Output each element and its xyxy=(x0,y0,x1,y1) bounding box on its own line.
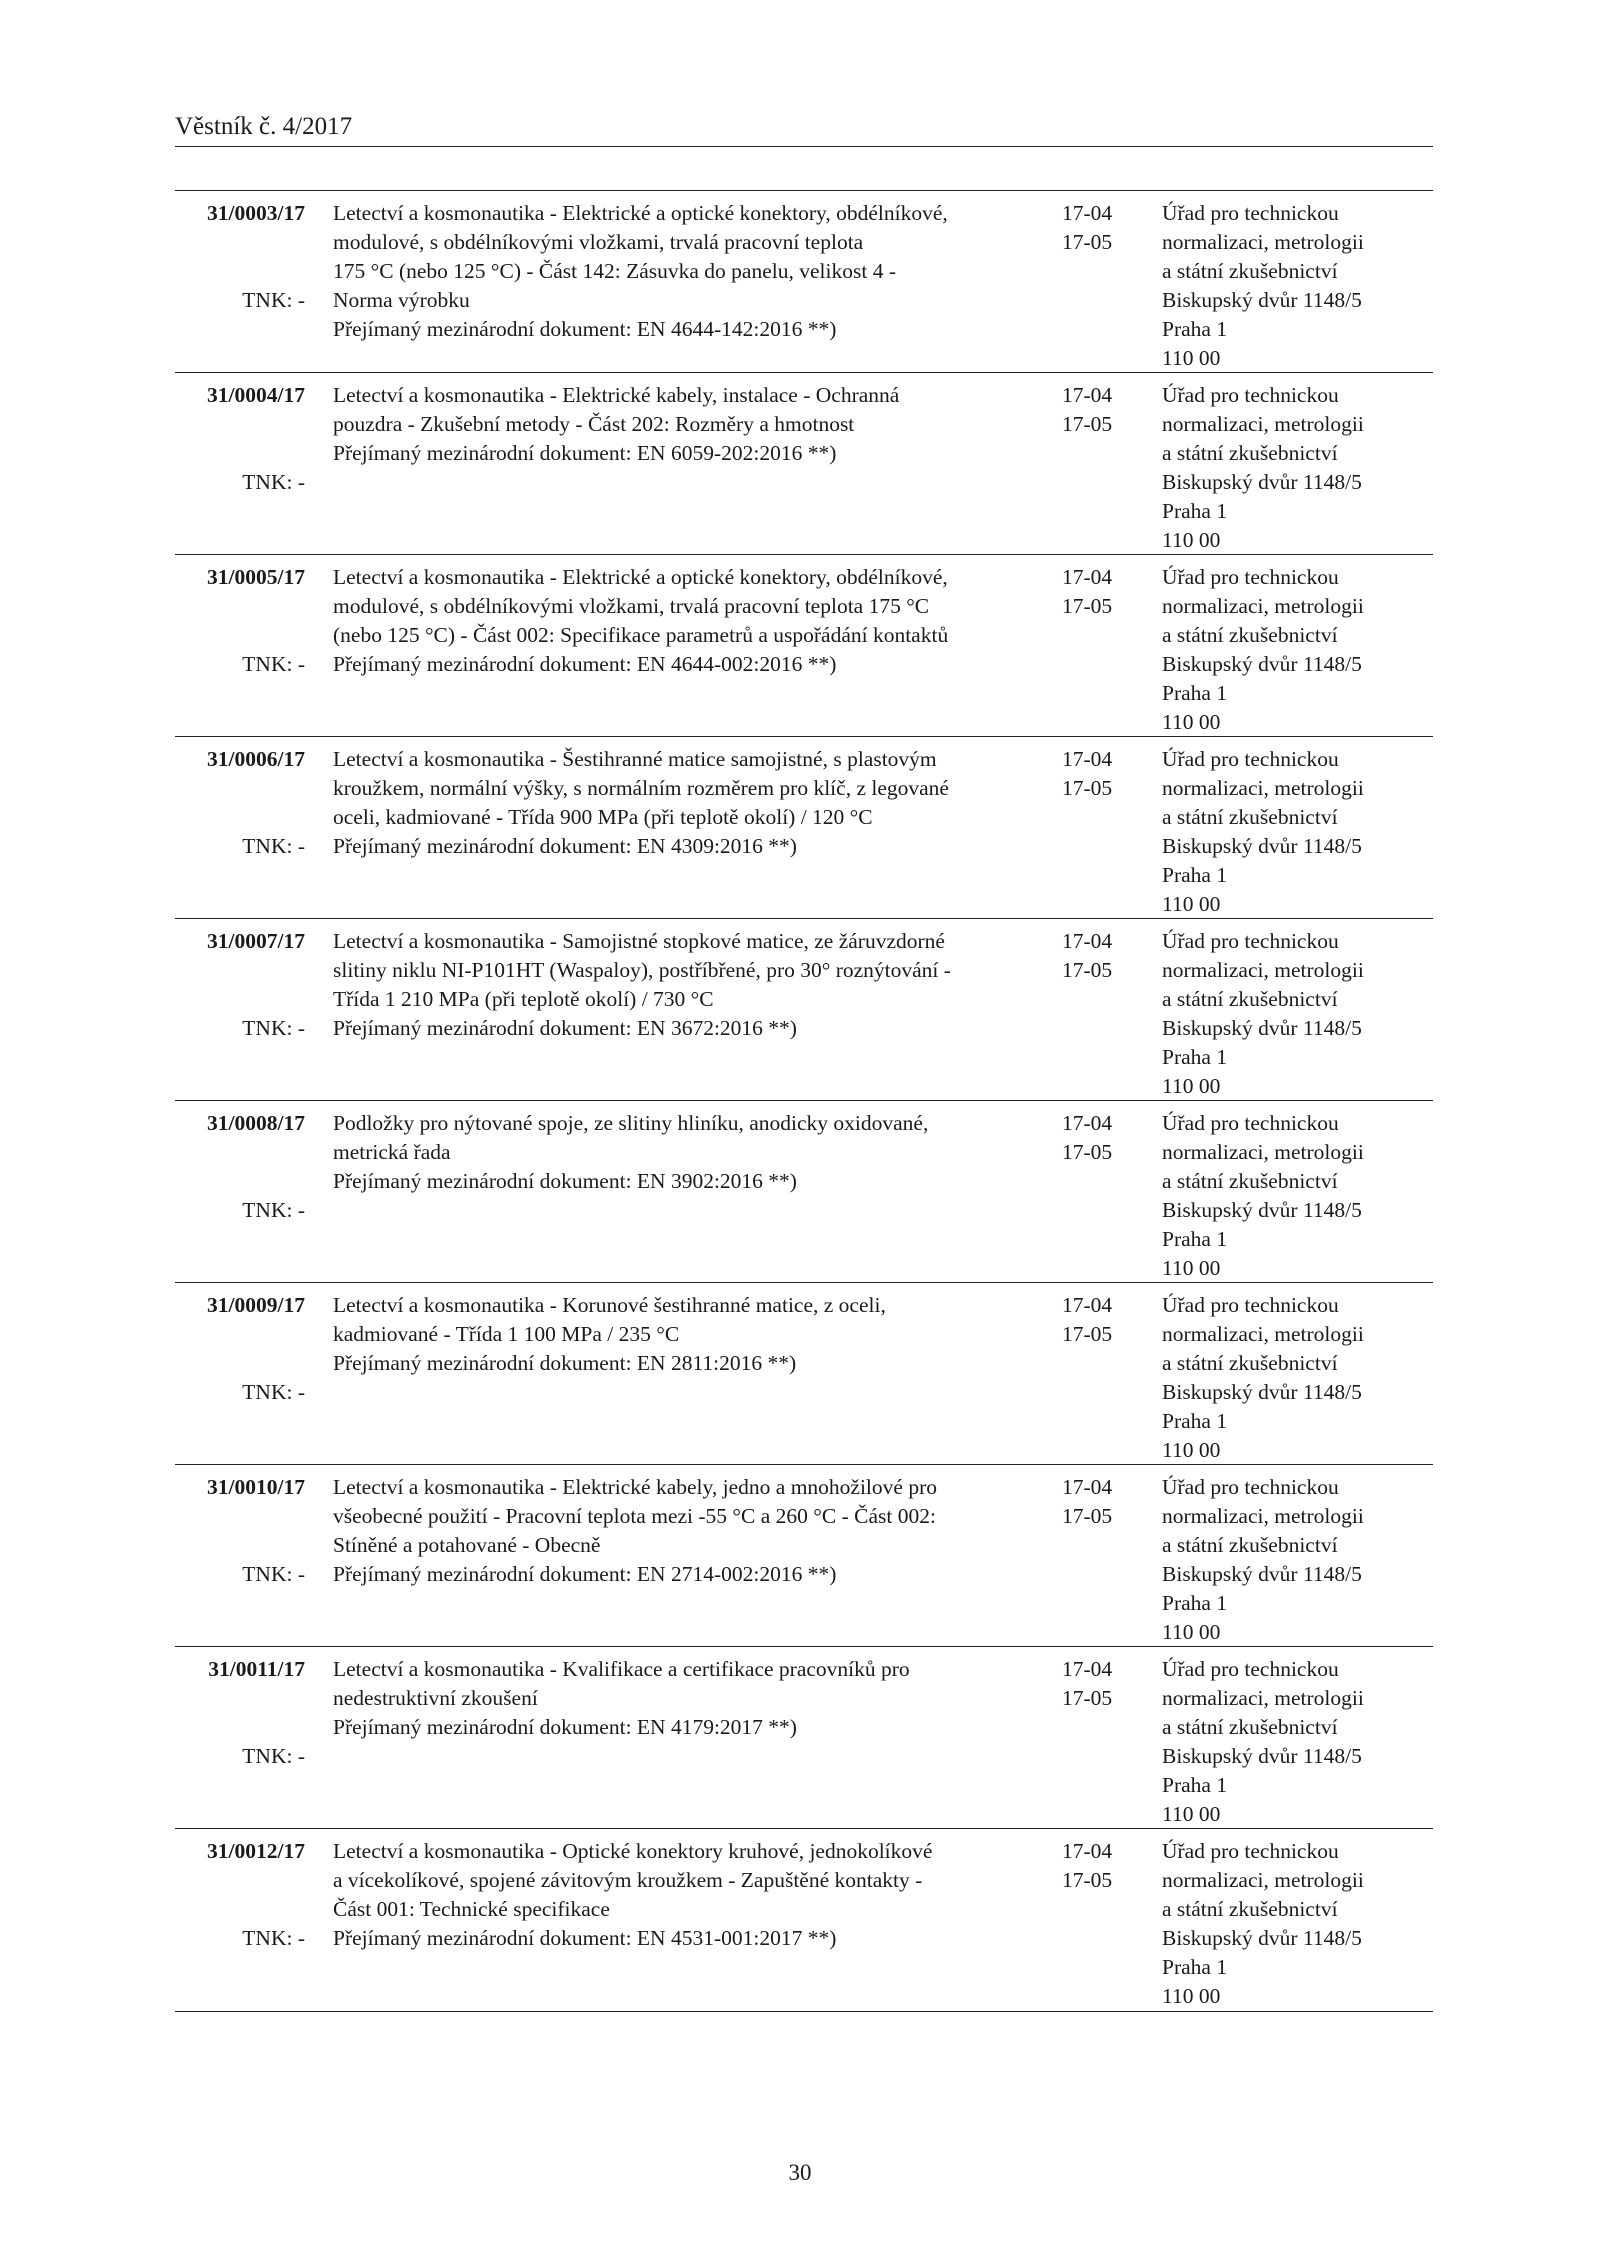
entry-code: 17-04 xyxy=(1062,565,1113,589)
entry-code: 17-04 xyxy=(1062,929,1113,953)
entry-office-address xyxy=(1162,1291,1432,1465)
office-address-line: 110 00 xyxy=(1162,892,1221,916)
entry-title-line: Přejímaný mezinárodní dokument: EN 4531-001:2017 **) xyxy=(333,1926,837,1950)
office-address-line: normalizaci, metrologii xyxy=(1162,1504,1364,1528)
office-address-line: a státní zkušebnictví xyxy=(1162,259,1338,283)
table-row xyxy=(175,1101,1433,1283)
office-address-line: a státní zkušebnictví xyxy=(1162,987,1338,1011)
entry-code: 17-04 xyxy=(1062,1475,1113,1499)
entry-title-line: slitiny niklu NI-P101HT (Waspaloy), postříbřené, pro 30° roznýtování - xyxy=(333,958,951,982)
office-address-line: 110 00 xyxy=(1162,1984,1221,2008)
office-address-line: normalizaci, metrologii xyxy=(1162,1686,1364,1710)
entry-id-column xyxy=(175,1109,305,1225)
table-row xyxy=(175,1465,1433,1647)
entry-number: 31/0006/17 xyxy=(207,747,305,771)
entry-title-line: (nebo 125 °C) - Část 002: Specifikace parametrů a uspořádání kontaktů xyxy=(333,623,949,647)
office-address-line: Praha 1 xyxy=(1162,1045,1228,1069)
office-address-line: a státní zkušebnictví xyxy=(1162,623,1338,647)
entry-title-line: 175 °C (nebo 125 °C) - Část 142: Zásuvka do panelu, velikost 4 - xyxy=(333,259,896,283)
office-address-line: Praha 1 xyxy=(1162,499,1228,523)
office-address-line: 110 00 xyxy=(1162,346,1221,370)
entry-number: 31/0005/17 xyxy=(207,565,305,589)
entry-tnk: TNK: - xyxy=(242,652,305,676)
entry-title-line: Přejímaný mezinárodní dokument: EN 3902:2016 **) xyxy=(333,1169,797,1193)
entry-id-column xyxy=(175,563,305,679)
entry-id-column xyxy=(175,381,305,497)
office-address-line: a státní zkušebnictví xyxy=(1162,1169,1338,1193)
office-address-line: 110 00 xyxy=(1162,528,1221,552)
office-address-line: Biskupský dvůr 1148/5 xyxy=(1162,1016,1362,1040)
entry-office-address xyxy=(1162,1837,1432,2011)
entry-id-column xyxy=(175,1291,305,1407)
entry-title-line: modulové, s obdélníkovými vložkami, trvalá pracovní teplota 175 °C xyxy=(333,594,930,618)
entry-title-line: modulové, s obdélníkovými vložkami, trvalá pracovní teplota xyxy=(333,230,864,254)
entry-title-line: Letectví a kosmonautika - Elektrické a optické konektory, obdélníkové, xyxy=(333,565,948,589)
entry-id-column xyxy=(175,199,305,315)
entry-number: 31/0004/17 xyxy=(207,383,305,407)
office-address-line: Úřad pro technickou xyxy=(1162,1839,1339,1863)
entry-code: 17-04 xyxy=(1062,1111,1113,1135)
office-address-line: Úřad pro technickou xyxy=(1162,383,1339,407)
table-row xyxy=(175,191,1433,373)
office-address-line: Biskupský dvůr 1148/5 xyxy=(1162,652,1362,676)
entry-title-line: kadmiované - Třída 1 100 MPa / 235 °C xyxy=(333,1322,680,1346)
entry-codes xyxy=(1062,1837,1142,1895)
table-row xyxy=(175,1829,1433,2011)
office-address-line: normalizaci, metrologii xyxy=(1162,776,1364,800)
entry-code: 17-05 xyxy=(1062,1140,1113,1164)
entry-title-line: Podložky pro nýtované spoje, ze slitiny hliníku, anodicky oxidované, xyxy=(333,1111,929,1135)
entry-codes xyxy=(1062,199,1142,257)
entry-title-line: oceli, kadmiované - Třída 900 MPa (při teplotě okolí) / 120 °C xyxy=(333,805,873,829)
office-address-line: 110 00 xyxy=(1162,1256,1221,1280)
office-address-line: a státní zkušebnictví xyxy=(1162,1533,1338,1557)
office-address-line: Úřad pro technickou xyxy=(1162,1475,1339,1499)
entry-id-column xyxy=(175,1473,305,1589)
entry-code: 17-05 xyxy=(1062,958,1113,982)
office-address-line: Úřad pro technickou xyxy=(1162,747,1339,771)
entry-code: 17-04 xyxy=(1062,747,1113,771)
entry-number: 31/0010/17 xyxy=(207,1475,305,1499)
entry-number: 31/0003/17 xyxy=(207,201,305,225)
office-address-line: a státní zkušebnictví xyxy=(1162,1351,1338,1375)
entry-office-address xyxy=(1162,745,1432,919)
entry-title-line: Letectví a kosmonautika - Kvalifikace a certifikace pracovníků pro xyxy=(333,1657,910,1681)
office-address-line: Praha 1 xyxy=(1162,1955,1228,1979)
table-row xyxy=(175,373,1433,555)
entry-code: 17-05 xyxy=(1062,594,1113,618)
table-row xyxy=(175,1283,1433,1465)
office-address-line: normalizaci, metrologii xyxy=(1162,594,1364,618)
entry-codes xyxy=(1062,563,1142,621)
entry-codes xyxy=(1062,1291,1142,1349)
office-address-line: Úřad pro technickou xyxy=(1162,201,1339,225)
entry-tnk: TNK: - xyxy=(242,470,305,494)
office-address-line: Úřad pro technickou xyxy=(1162,929,1339,953)
entry-title-line: nedestruktivní zkoušení xyxy=(333,1686,538,1710)
office-address-line: normalizaci, metrologii xyxy=(1162,1140,1364,1164)
entry-title-line: Přejímaný mezinárodní dokument: EN 4309:2016 **) xyxy=(333,834,797,858)
office-address-line: 110 00 xyxy=(1162,1438,1221,1462)
entry-title-line: Přejímaný mezinárodní dokument: EN 3672:2016 **) xyxy=(333,1016,797,1040)
entry-title-line: Letectví a kosmonautika - Samojistné stopkové matice, ze žáruvzdorné xyxy=(333,929,945,953)
office-address-line: 110 00 xyxy=(1162,710,1221,734)
entry-tnk: TNK: - xyxy=(242,1744,305,1768)
entry-title-line: Přejímaný mezinárodní dokument: EN 4644-142:2016 **) xyxy=(333,317,837,341)
office-address-line: normalizaci, metrologii xyxy=(1162,230,1364,254)
bulletin-title: Věstník č. 4/2017 xyxy=(175,113,353,140)
office-address-line: Praha 1 xyxy=(1162,317,1228,341)
entry-codes xyxy=(1062,1473,1142,1531)
entry-codes xyxy=(1062,1655,1142,1713)
entry-title-line: Letectví a kosmonautika - Šestihranné matice samojistné, s plastovým xyxy=(333,747,937,771)
entry-title-line: Stíněné a potahované - Obecně xyxy=(333,1533,601,1557)
entry-tnk: TNK: - xyxy=(242,1926,305,1950)
page-header xyxy=(175,112,1433,147)
entry-tnk: TNK: - xyxy=(242,834,305,858)
office-address-line: 110 00 xyxy=(1162,1802,1221,1826)
office-address-line: Biskupský dvůr 1148/5 xyxy=(1162,1926,1362,1950)
entry-id-column xyxy=(175,745,305,861)
entry-code: 17-04 xyxy=(1062,201,1113,225)
entry-title-line: metrická řada xyxy=(333,1140,451,1164)
entry-title-line: Přejímaný mezinárodní dokument: EN 2714-002:2016 **) xyxy=(333,1562,837,1586)
office-address-line: Biskupský dvůr 1148/5 xyxy=(1162,834,1362,858)
entry-office-address xyxy=(1162,199,1432,373)
table-row xyxy=(175,919,1433,1101)
entry-id-column xyxy=(175,1837,305,1953)
office-address-line: Praha 1 xyxy=(1162,863,1228,887)
entry-code: 17-04 xyxy=(1062,1839,1113,1863)
entry-code: 17-05 xyxy=(1062,1868,1113,1892)
table-row xyxy=(175,737,1433,919)
office-address-line: a státní zkušebnictví xyxy=(1162,1897,1338,1921)
entry-title-line: Třída 1 210 MPa (při teplotě okolí) / 730 °C xyxy=(333,987,714,1011)
entry-title-line: Přejímaný mezinárodní dokument: EN 4644-002:2016 **) xyxy=(333,652,837,676)
entry-tnk: TNK: - xyxy=(242,288,305,312)
entry-tnk: TNK: - xyxy=(242,1016,305,1040)
office-address-line: Úřad pro technickou xyxy=(1162,1657,1339,1681)
entry-number: 31/0008/17 xyxy=(207,1111,305,1135)
office-address-line: Úřad pro technickou xyxy=(1162,1293,1339,1317)
office-address-line: Biskupský dvůr 1148/5 xyxy=(1162,1562,1362,1586)
entry-title-line: Letectví a kosmonautika - Optické konektory kruhové, jednokolíkové xyxy=(333,1839,933,1863)
entry-title-line: všeobecné použití - Pracovní teplota mezi -55 °C a 260 °C - Část 002: xyxy=(333,1504,936,1528)
entry-office-address xyxy=(1162,1473,1432,1647)
entry-code: 17-05 xyxy=(1062,776,1113,800)
standards-table xyxy=(175,190,1433,2012)
office-address-line: Praha 1 xyxy=(1162,1409,1228,1433)
entry-title-line: Letectví a kosmonautika - Korunové šestihranné matice, z oceli, xyxy=(333,1293,886,1317)
entry-id-column xyxy=(175,1655,305,1771)
entry-title-line: Letectví a kosmonautika - Elektrické kabely, instalace - Ochranná xyxy=(333,383,900,407)
entry-code: 17-05 xyxy=(1062,1322,1113,1346)
entry-code: 17-05 xyxy=(1062,230,1113,254)
entry-code: 17-04 xyxy=(1062,383,1113,407)
entry-id-column xyxy=(175,927,305,1043)
office-address-line: Praha 1 xyxy=(1162,1227,1228,1251)
office-address-line: normalizaci, metrologii xyxy=(1162,1322,1364,1346)
entry-codes xyxy=(1062,381,1142,439)
table-row xyxy=(175,1647,1433,1829)
entry-office-address xyxy=(1162,563,1432,737)
office-address-line: a státní zkušebnictví xyxy=(1162,805,1338,829)
entry-title-line: kroužkem, normální výšky, s normálním rozměrem pro klíč, z legované xyxy=(333,776,949,800)
office-address-line: a státní zkušebnictví xyxy=(1162,441,1338,465)
office-address-line: Biskupský dvůr 1148/5 xyxy=(1162,288,1362,312)
office-address-line: 110 00 xyxy=(1162,1074,1221,1098)
office-address-line: normalizaci, metrologii xyxy=(1162,958,1364,982)
entry-code: 17-04 xyxy=(1062,1657,1113,1681)
office-address-line: Biskupský dvůr 1148/5 xyxy=(1162,1198,1362,1222)
entry-number: 31/0012/17 xyxy=(207,1839,305,1863)
office-address-line: a státní zkušebnictví xyxy=(1162,1715,1338,1739)
entry-office-address xyxy=(1162,927,1432,1101)
office-address-line: Praha 1 xyxy=(1162,681,1228,705)
office-address-line: normalizaci, metrologii xyxy=(1162,1868,1364,1892)
entry-code: 17-05 xyxy=(1062,412,1113,436)
entry-tnk: TNK: - xyxy=(242,1562,305,1586)
office-address-line: normalizaci, metrologii xyxy=(1162,412,1364,436)
entry-office-address xyxy=(1162,381,1432,555)
entry-office-address xyxy=(1162,1655,1432,1829)
entry-title-line: Letectví a kosmonautika - Elektrické a optické konektory, obdélníkové, xyxy=(333,201,948,225)
office-address-line: 110 00 xyxy=(1162,1620,1221,1644)
table-row xyxy=(175,555,1433,737)
office-address-line: Úřad pro technickou xyxy=(1162,565,1339,589)
entry-tnk: TNK: - xyxy=(242,1380,305,1404)
entry-codes xyxy=(1062,745,1142,803)
office-address-line: Úřad pro technickou xyxy=(1162,1111,1339,1135)
entry-codes xyxy=(1062,1109,1142,1167)
entry-title-line: pouzdra - Zkušební metody - Část 202: Rozměry a hmotnost xyxy=(333,412,855,436)
entry-code: 17-05 xyxy=(1062,1686,1113,1710)
office-address-line: Praha 1 xyxy=(1162,1773,1228,1797)
entry-title-line: Přejímaný mezinárodní dokument: EN 4179:2017 **) xyxy=(333,1715,797,1739)
entry-number: 31/0011/17 xyxy=(208,1657,305,1681)
office-address-line: Biskupský dvůr 1148/5 xyxy=(1162,470,1362,494)
entry-number: 31/0009/17 xyxy=(207,1293,305,1317)
entry-title-line: Přejímaný mezinárodní dokument: EN 6059-202:2016 **) xyxy=(333,441,837,465)
office-address-line: Biskupský dvůr 1148/5 xyxy=(1162,1744,1362,1768)
entry-tnk: TNK: - xyxy=(242,1198,305,1222)
entry-codes xyxy=(1062,927,1142,985)
entry-title-line: Letectví a kosmonautika - Elektrické kabely, jedno a mnohožilové pro xyxy=(333,1475,937,1499)
entry-title-line: a vícekolíkové, spojené závitovým kroužkem - Zapuštěné kontakty - xyxy=(333,1868,923,1892)
entry-office-address xyxy=(1162,1109,1432,1283)
office-address-line: Praha 1 xyxy=(1162,1591,1228,1615)
entry-title-line: Přejímaný mezinárodní dokument: EN 2811:2016 **) xyxy=(333,1351,797,1375)
page-number: 30 xyxy=(788,2160,812,2185)
entry-number: 31/0007/17 xyxy=(207,929,305,953)
entry-code: 17-05 xyxy=(1062,1504,1113,1528)
entry-title-line: Část 001: Technické specifikace xyxy=(333,1897,610,1921)
entry-title-line: Norma výrobku xyxy=(333,288,470,312)
office-address-line: Biskupský dvůr 1148/5 xyxy=(1162,1380,1362,1404)
entry-code: 17-04 xyxy=(1062,1293,1113,1317)
